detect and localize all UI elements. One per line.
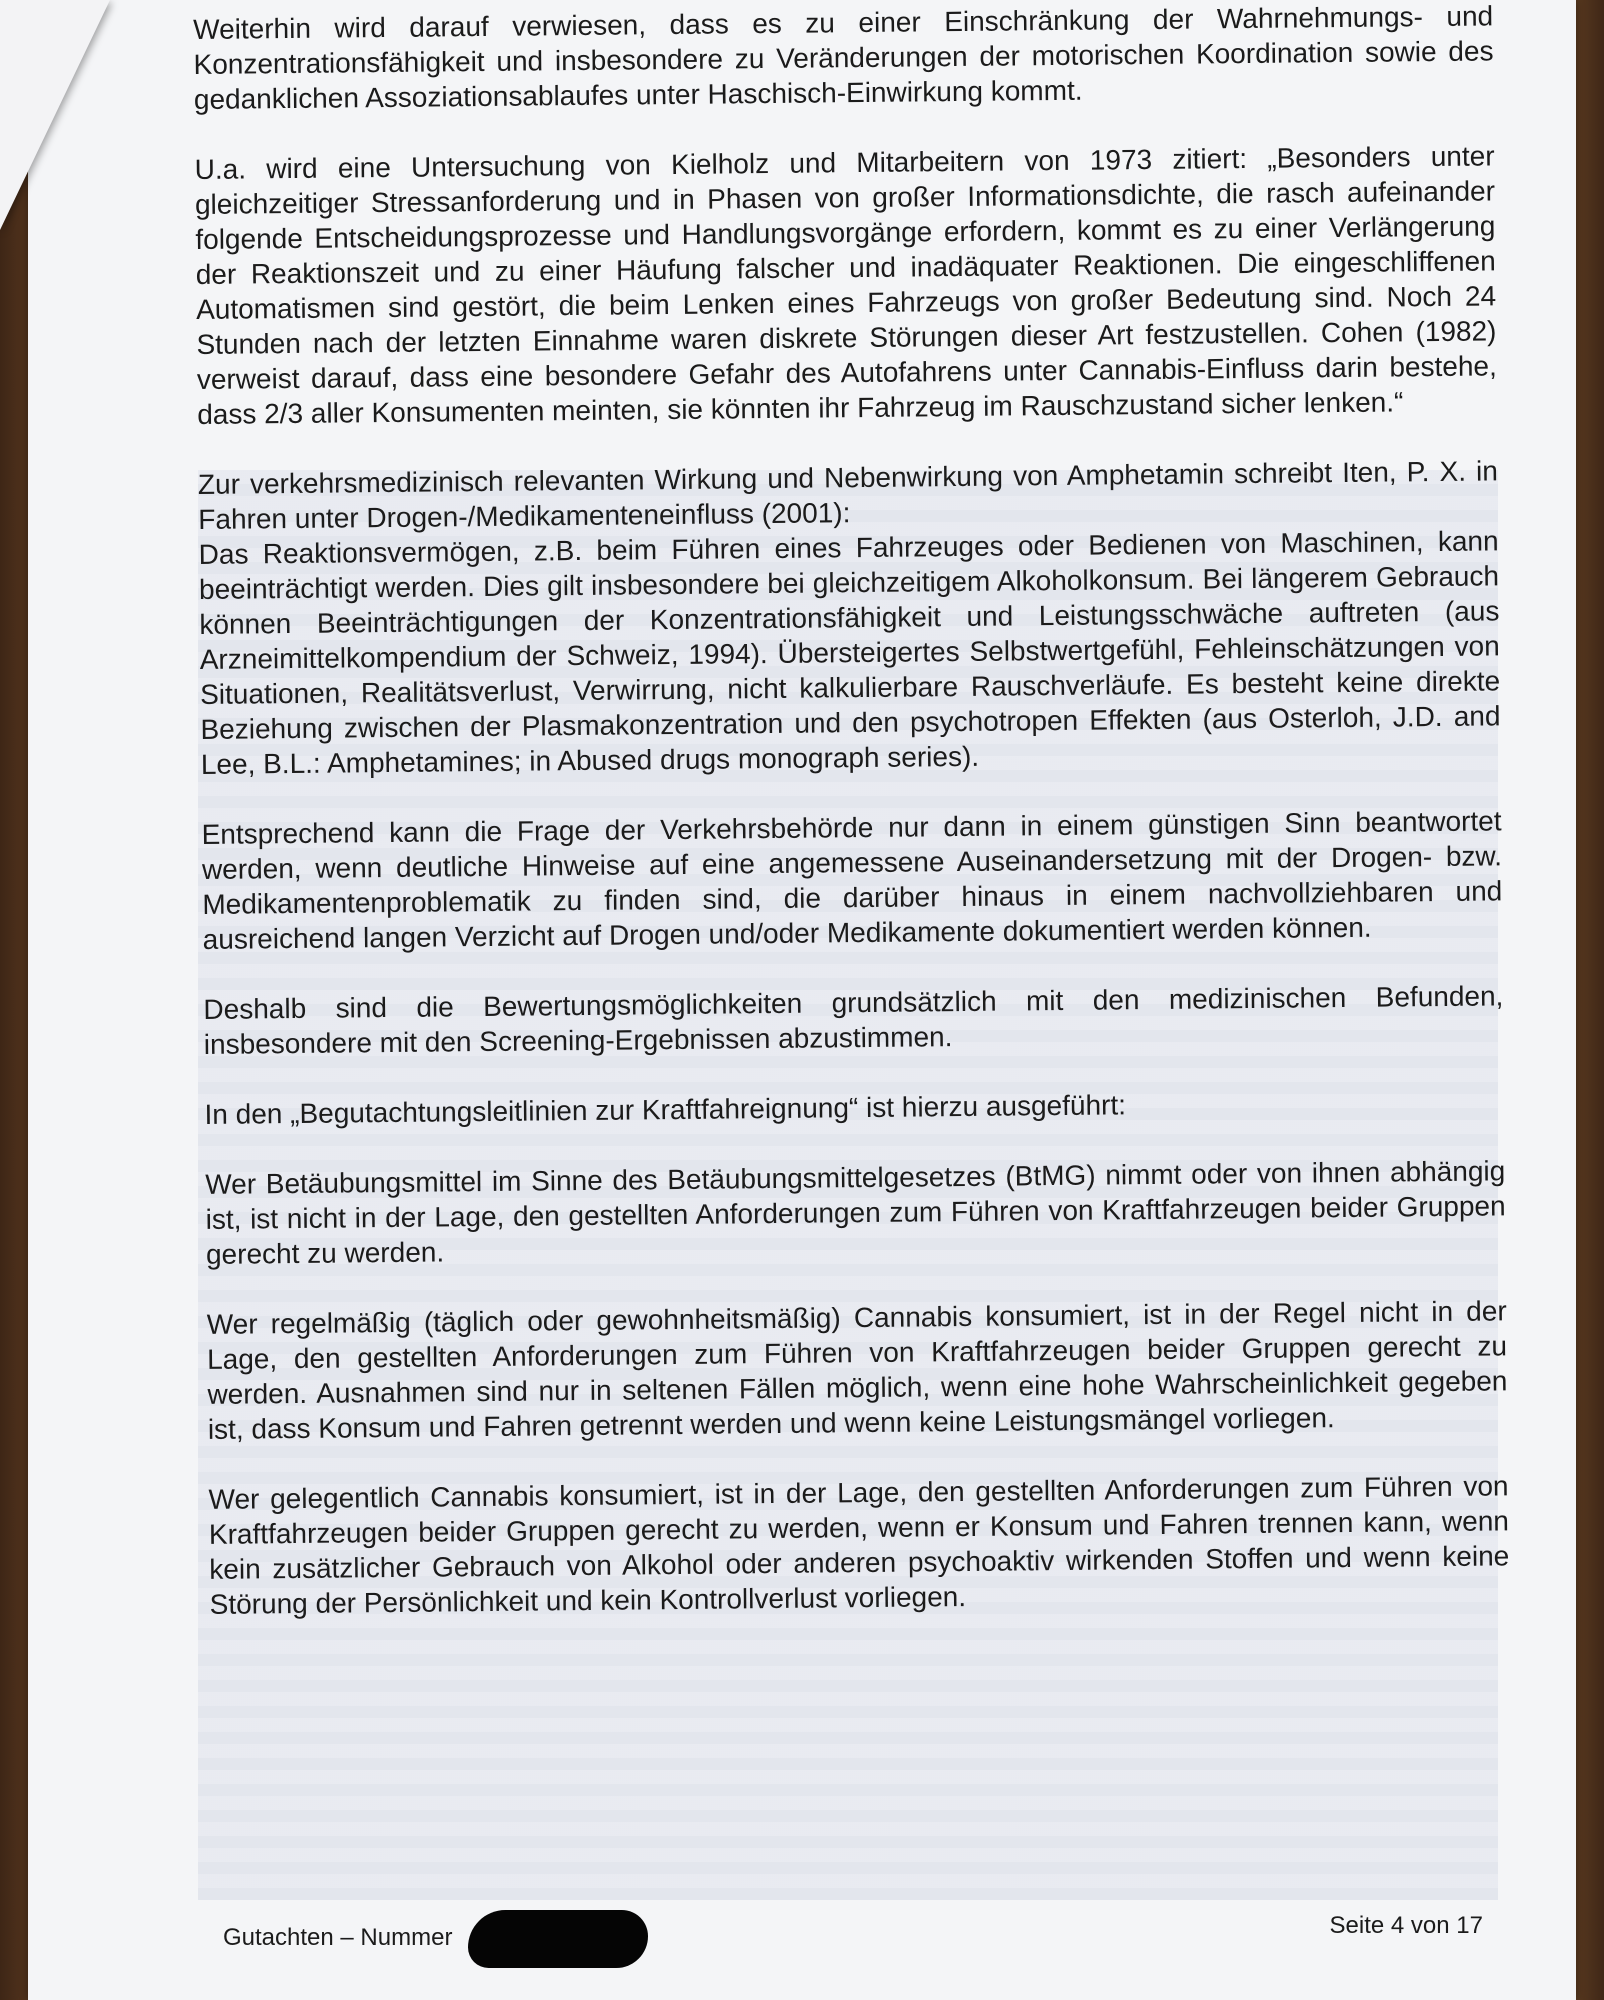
page-number: Seite 4 von 17: [1329, 1912, 1483, 1939]
redaction-mark: [468, 1910, 648, 1968]
paragraph-8: Wer Betäubungsmittel im Sinne des Betäubungsmittelgesetzes (BtMG) nimmt oder von ihnen abhängig ist, ist nicht in der Lage, den gestellten Anforderungen zum Führen von Kraftfahrzeugen beider Gruppen gerecht zu werden.: [205, 1155, 1506, 1270]
document-page: [28, 0, 1576, 2000]
paragraph-7: In den „Begutachtungsleitlinien zur Kraftfahreignung“ ist hierzu ausgeführt:: [204, 1089, 1127, 1130]
paragraph-3: Zur verkehrsmedizinisch relevanten Wirkung und Nebenwirkung von Amphetamin schreibt Iten, P. X. in Fahren unter Drogen-/Medikamenteneinfluss (2001):: [197, 455, 1499, 535]
paragraph-5: Entsprechend kann die Frage der Verkehrsbehörde nur dann in einem günstigen Sinn beantwortet werden, wenn deutliche Hinweise auf eine angemessene Auseinandersetzung mit der Drogen- bzw. Medikamentenproblematik zu finden sind, die darüber hinaus in einem nachvollziehbaren und ausreichend langen Verzicht auf Drogen und/oder Medikamente dokumentiert werden können.: [201, 805, 1503, 955]
footer-label: Gutachten – Nummer: [223, 1924, 453, 1951]
paragraph-4: Das Reaktionsvermögen, z.B. beim Führen eines Fahrzeuges oder Bedienen von Maschinen, kann beeinträchtigt werden. Dies gilt insbesondere bei gleichzeitigem Alkoholkonsum. Bei längerem Gebrauch können Beeinträchtigungen der Konzentrationsfähigkeit und Leistungsschwäche auftreten (aus Arzneimittelkompendium der Schweiz, 1994). Übersteigertes Selbstwertgefühl, Fehleinschätzungen von Situationen, Realitätsverlust, Verwirrung, nicht kalkulierbare Rauschverläufe. Es besteht keine direkte Beziehung zwischen der Plasmakonzentration und den psychotropen Effekten (aus Osterloh, J.D. and Lee, B.L.: Amphetamines; in Abused drugs monograph series).: [198, 525, 1501, 780]
paragraph-10: Wer gelegentlich Cannabis konsumiert, ist in der Lage, den gestellten Anforderungen zum Führen von Kraftfahrzeugen beider Gruppen gerecht zu werden, wenn er Konsum und Fahren trennen kann, wenn kein zusätzlicher Gebrauch von Alkohol oder anderen psychoaktiv wirkenden Stoffen und wenn keine Störung der Persönlichkeit und kein Kontrollverlust vorliegen.: [208, 1470, 1510, 1620]
wooden-table-edge: [1574, 0, 1604, 2000]
paragraph-6: Deshalb sind die Bewertungsmöglichkeiten grundsätzlich mit den medizinischen Befunden, insbesondere mit den Screening-Ergebnissen abzustimmen.: [203, 980, 1504, 1060]
paragraph-9: Wer regelmäßig (täglich oder gewohnheitsmäßig) Cannabis konsumiert, ist in der Regel nicht in der Lage, den gestellten Anforderungen zum Führen von Kraftfahrzeugen beider Gruppen gerecht zu werden. Ausnahmen sind nur in seltenen Fällen möglich, wenn eine hohe Wahrscheinlichkeit gegeben ist, dass Konsum und Fahren getrennt werden und wenn keine Leistungsmängel vorliegen.: [206, 1295, 1508, 1445]
paragraph-2: U.a. wird eine Untersuchung von Kielholz und Mitarbeitern von 1973 zitiert: „Besonders unter gleichzeitiger Stressanforderung und in Phasen von großer Informationsdichte, die rasch aufeinander folgende Entscheidungsprozesse und Handlungsvorgänge erfordern, kommt es zu einer Verlängerung der Reaktionszeit und zu einer Häufung falscher und inadäquater Reaktionen. Die eingeschliffenen Automatismen sind gestört, die beim Lenken eines Fahrzeugs von großer Bedeutung sind. Noch 24 Stunden nach der letzten Einnahme waren diskrete Störungen dieser Art festzustellen. Cohen (1982) verweist darauf, dass eine besondere Gefahr des Autofahrens unter Cannabis-Einfluss darin bestehe, dass 2/3 aller Konsumenten meinten, sie könnten ihr Fahrzeug im Rauschzustand sicher lenken.“: [194, 140, 1497, 430]
document-body: [193, 0, 1510, 1657]
folded-corner: [0, 0, 110, 230]
paragraph-1: Weiterhin wird darauf verwiesen, dass es zu einer Einschränkung der Wahrnehmungs- und Konzentrationsfähigkeit und insbesondere zu Veränderungen der motorischen Koordination sowie des gedanklichen Assoziationsablaufes unter Haschisch-Einwirkung kommt.: [193, 0, 1494, 115]
page-footer: [223, 1910, 1483, 1970]
